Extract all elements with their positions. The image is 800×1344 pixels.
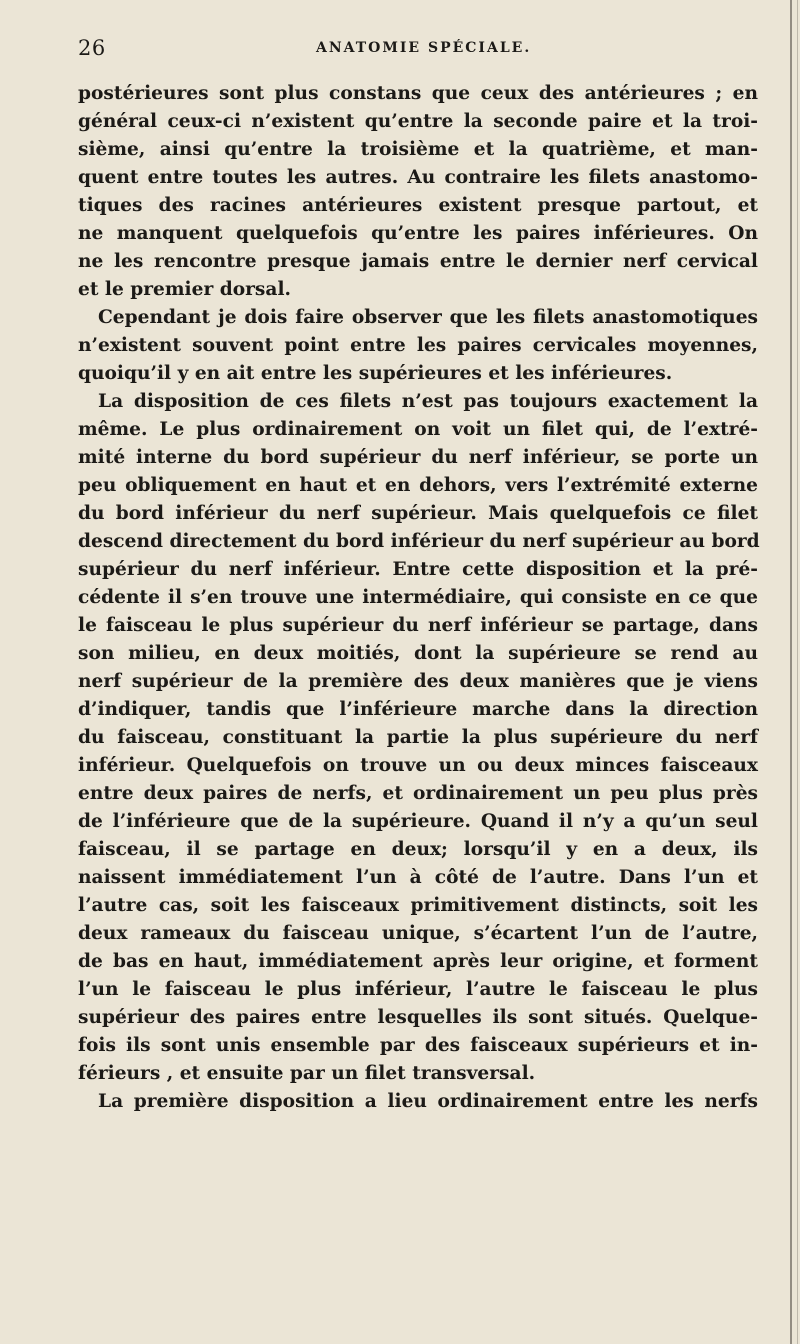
text-line: l’un le faisceau le plus inférieur, l’autre le faisceau le plus [78, 979, 758, 1000]
text-line: inférieur. Quelquefois on trouve un ou deux minces faisceaux [78, 755, 758, 776]
text-line: férieurs , et ensuite par un filet transversal. [78, 1063, 536, 1084]
text-line: tiques des racines antérieures existent presque partout, et [78, 195, 758, 216]
text-line: quoiqu’il y en ait entre les supérieures et les inférieures. [78, 363, 673, 384]
text-line: La disposition de ces filets n’est pas toujours exactement la [98, 391, 758, 412]
text-line: peu obliquement en haut et en dehors, vers l’extrémité externe [78, 475, 758, 496]
text-line: cédente il s’en trouve une intermédiaire, qui consiste en ce que [78, 587, 758, 608]
text-line: d’indiquer, tandis que l’inférieure marche dans la direction [78, 699, 758, 720]
text-line: général ceux-ci n’existent qu’entre la seconde paire et la troi- [78, 111, 758, 132]
text-line: de bas en haut, immédiatement après leur origine, et forment [78, 951, 758, 972]
text-line: de l’inférieure que de la supérieure. Quand il n’y a qu’un seul [78, 811, 758, 832]
text-line: n’existent souvent point entre les paires cervicales moyennes, [78, 335, 758, 356]
text-line: nerf supérieur de la première des deux manières que je viens [78, 671, 758, 692]
text-line: ne manquent quelquefois qu’entre les paires inférieures. On [78, 223, 758, 244]
text-line: et le premier dorsal. [78, 279, 291, 300]
text-line: le faisceau le plus supérieur du nerf inférieur se partage, dans [78, 615, 758, 636]
text-line: mité interne du bord supérieur du nerf inférieur, se porte un [78, 447, 758, 468]
text-line: Cependant je dois faire observer que les filets anastomotiques [98, 307, 758, 328]
text-line: naissent immédiatement l’un à côté de l’autre. Dans l’un et [78, 867, 758, 888]
text-line: du bord inférieur du nerf supérieur. Mais quelquefois ce filet [78, 503, 758, 524]
text-line: quent entre toutes les autres. Au contraire les filets anastomo- [78, 167, 758, 188]
text-line: sième, ainsi qu’entre la troisième et la quatrième, et man- [78, 139, 758, 160]
page-number: 26 [78, 36, 106, 60]
text-line: postérieures sont plus constans que ceux des antérieures ; en [78, 83, 758, 104]
text-line: supérieur du nerf inférieur. Entre cette disposition et la pré- [78, 559, 758, 580]
text-line: même. Le plus ordinairement on voit un filet qui, de l’extré- [78, 419, 758, 440]
text-line: fois ils sont unis ensemble par des faisceaux supérieurs et in- [78, 1035, 758, 1056]
text-line: entre deux paires de nerfs, et ordinairement un peu plus près [78, 783, 758, 804]
text-line: deux rameaux du faisceau unique, s’écartent l’un de l’autre, [78, 923, 758, 944]
page-header [78, 36, 758, 66]
page-edge-line [797, 0, 798, 1344]
text-line: La première disposition a lieu ordinairement entre les nerfs [98, 1091, 758, 1112]
text-line: ne les rencontre presque jamais entre le dernier nerf cervical [78, 251, 758, 272]
text-line: descend directement du bord inférieur du nerf supérieur au bord [78, 531, 760, 552]
page-edge-shadow [790, 0, 792, 1344]
body-text [78, 80, 758, 1116]
running-head: ANATOMIE SPÉCIALE. [316, 40, 532, 56]
text-line: l’autre cas, soit les faisceaux primitivement distincts, soit les [78, 895, 758, 916]
text-line: faisceau, il se partage en deux; lorsqu’il y en a deux, ils [78, 839, 758, 860]
text-line: supérieur des paires entre lesquelles ils sont situés. Quelque- [78, 1007, 758, 1028]
text-line: son milieu, en deux moitiés, dont la supérieure se rend au [78, 643, 758, 664]
text-line: du faisceau, constituant la partie la plus supérieure du nerf [78, 727, 758, 748]
